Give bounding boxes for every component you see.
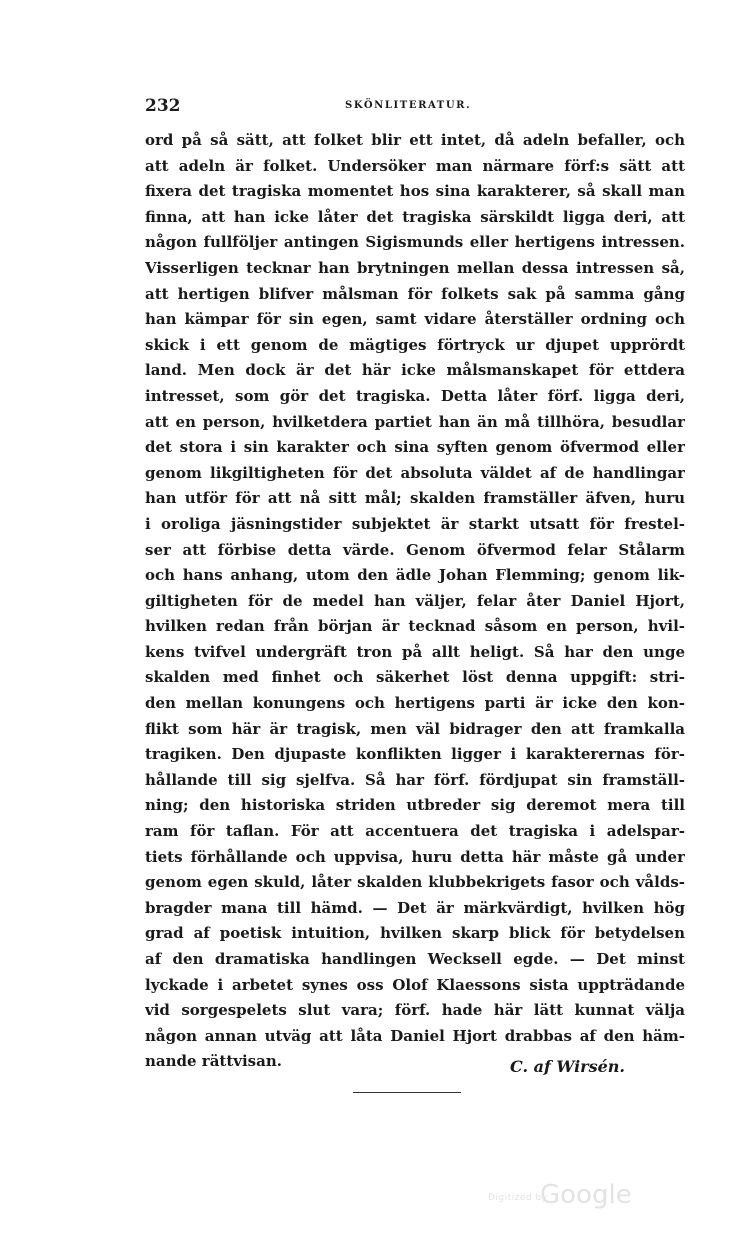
text-line: ram för taflan. För att accentuera det tragiska i adelspar-: [145, 822, 685, 841]
text-line: land. Men dock är det här icke målsmanskapet för ettdera: [145, 361, 685, 380]
text-line: fixera det tragiska momentet hos sina karakterer, så skall man: [145, 182, 685, 201]
text-line: att en person, hvilketdera partiet han än må tillhöra, besudlar: [145, 412, 685, 431]
text-line: han kämpar för sin egen, samt vidare återställer ordning och: [145, 310, 685, 329]
text-line: genom likgiltigheten för det absoluta väldet af de handlingar: [145, 463, 685, 482]
text-line: ser att förbise detta värde. Genom öfvermod felar Stålarm: [145, 540, 685, 559]
text-line-last: nande rättvisan.: [145, 1052, 282, 1071]
text-line: lyckade i arbetet synes oss Olof Klaessons sista uppträdande: [145, 975, 685, 994]
text-line: finna, att han icke låter det tragiska särskildt ligga deri, att: [145, 207, 685, 226]
watermark-logo-text: Google: [540, 1180, 632, 1210]
text-line: grad af poetisk intuition, hvilken skarp blick för betydelsen: [145, 924, 685, 943]
text-line: ning; den historiska striden utbreder sig deremot mera till: [145, 796, 685, 815]
running-head: SKÖNLITERATUR.: [345, 100, 472, 111]
page-header: [145, 96, 685, 120]
text-line: vid sorgespelets slut vara; förf. hade här lätt kunnat välja: [145, 1001, 685, 1020]
text-line: af den dramatiska handlingen Wecksell egde. — Det minst: [145, 950, 685, 968]
text-line: hvilken redan från början är tecknad såsom en person, hvil-: [145, 617, 685, 636]
text-line: intresset, som gör det tragiska. Detta låter förf. ligga deri,: [145, 386, 685, 405]
text-line: i oroliga jäsningstider subjektet är starkt utsatt för frestel-: [145, 514, 685, 533]
watermark-small-text: Digitized by: [488, 1193, 548, 1203]
text-line: han utför för att nå sitt mål; skalden framställer äfven, huru: [145, 489, 685, 508]
text-line: det stora i sin karakter och sina syften genom öfvermod eller: [145, 438, 685, 457]
text-line: bragder mana till hämd. — Det är märkvärdigt, hvilken hög: [145, 898, 685, 917]
text-line: ord på så sätt, att folket blir ett intet, då adeln befaller, och: [145, 131, 685, 149]
page-number: 232: [145, 96, 181, 116]
text-line: genom egen skuld, låter skalden klubbekrigets fasor och vålds-: [145, 873, 685, 892]
end-rule-divider: [353, 1092, 461, 1093]
text-line: och hans anhang, utom den ädle Johan Flemming; genom lik-: [145, 566, 685, 585]
text-line: Visserligen tecknar han brytningen mellan dessa intressen så,: [145, 258, 685, 277]
text-line: att adeln är folket. Undersöker man närmare förf:s sätt att: [145, 156, 685, 175]
text-line: någon annan utväg att låta Daniel Hjort drabbas af den häm-: [145, 1026, 685, 1045]
body-text: [145, 128, 685, 1075]
text-line: flikt som här är tragisk, men väl bidrager den att framkalla: [145, 719, 685, 738]
text-line: tragiken. Den djupaste konflikten ligger i karakterernas för-: [145, 745, 685, 764]
text-line: giltigheten för de medel han väljer, felar åter Daniel Hjort,: [145, 591, 685, 610]
text-line: skick i ett genom de mägtiges förtryck ur djupet upprördt: [145, 335, 685, 354]
text-line: kens tvifvel undergräft tron på allt heligt. Så har den unge: [145, 642, 685, 661]
text-line: hållande till sig sjelfva. Så har förf. fördjupat sin framställ-: [145, 770, 685, 789]
text-line: skalden med finhet och säkerhet löst denna uppgift: stri-: [145, 668, 685, 687]
text-line: den mellan konungens och hertigens parti är icke den kon-: [145, 694, 685, 713]
author-signature: C. af Wirsén.: [510, 1057, 625, 1076]
text-line: att hertigen blifver målsman för folkets sak på samma gång: [145, 284, 685, 303]
digitized-watermark: [488, 1182, 648, 1212]
text-line: någon fullföljer antingen Sigismunds eller hertigens intressen.: [145, 233, 685, 252]
text-line: tiets förhållande och uppvisa, huru detta här måste gå under: [145, 847, 685, 866]
